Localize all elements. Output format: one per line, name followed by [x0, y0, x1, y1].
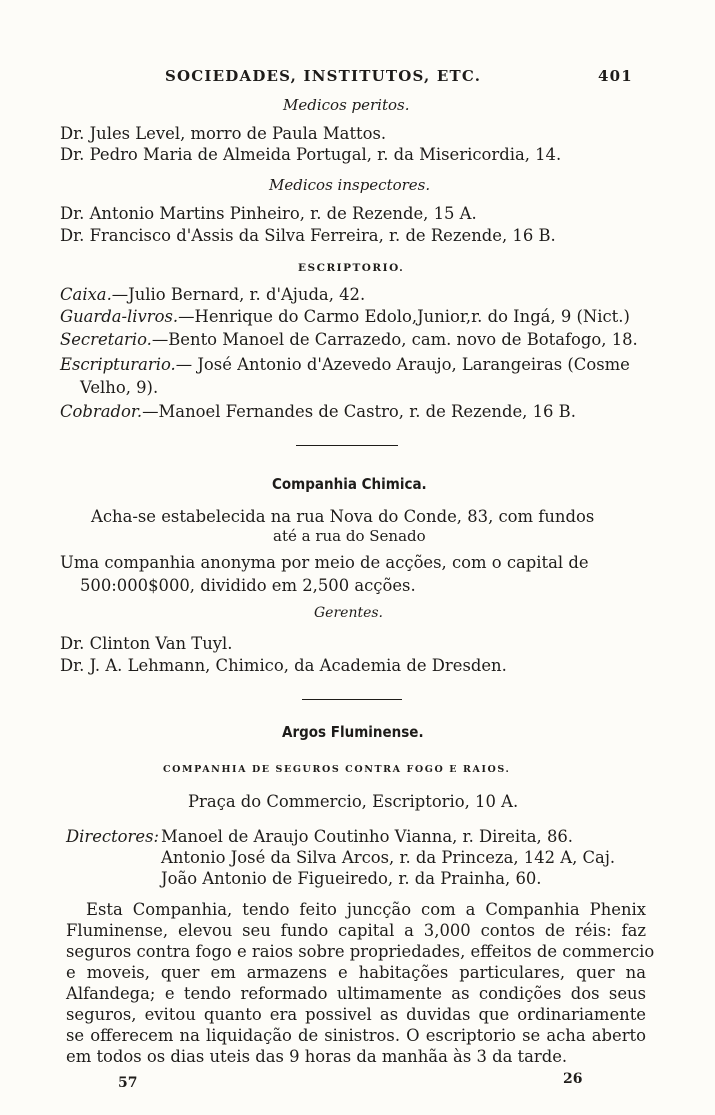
- page-number: 401: [598, 67, 633, 85]
- argos-paragraph-line: seguros contra fogo e raios sobre propriedades, effeitos de commercio: [66, 942, 655, 961]
- staff-role: Secretario.: [60, 330, 152, 349]
- chimica-capital-line: 500:000$000, dividido em 2,500 acções.: [80, 576, 416, 595]
- footer-right-number: 26: [563, 1071, 583, 1087]
- inspector-line: Dr. Francisco d'Assis da Silva Ferreira, r. de Rezende, 16 B.: [60, 226, 556, 245]
- staff-entry: [60, 402, 576, 422]
- argos-paragraph-line: Alfandega; e tendo reformado ultimamente as condições dos seus: [66, 984, 646, 1003]
- gerente-line: Dr. J. A. Lehmann, Chimico, da Academia de Dresden.: [60, 656, 507, 675]
- argos-paragraph-line: se offerecem na liquidação de sinistros. O escriptorio se acha aberto: [66, 1026, 646, 1045]
- argos-paragraph-line: em todos os dias uteis das 9 horas da manhãa às 3 da tarde.: [66, 1047, 568, 1066]
- director-line: João Antonio de Figueiredo, r. da Prainha, 60.: [161, 869, 542, 888]
- director-line: Antonio José da Silva Arcos, r. da Princeza, 142 A, Caj.: [161, 848, 616, 867]
- staff-entry: [60, 330, 638, 350]
- staff-entry-continuation: Velho, 9).: [80, 378, 159, 397]
- gerente-line: Dr. Clinton Van Tuyl.: [60, 634, 233, 653]
- argos-paragraph-line: seguros, evitou quanto era possivel as duvidas que ordinariamente: [66, 1005, 646, 1024]
- chimica-address-line: até a rua do Senado: [273, 527, 426, 545]
- staff-text: —Julio Bernard, r. d'Ajuda, 42.: [111, 285, 366, 304]
- staff-role: Escripturario.: [60, 355, 176, 374]
- company-title-argos: Argos Fluminense.: [282, 723, 424, 741]
- argos-paragraph-line: Esta Companhia, tendo feito juncção com a Companhia Phenix: [86, 900, 646, 919]
- staff-text: — José Antonio d'Azevedo Araujo, Larangeiras (Cosme: [175, 355, 630, 374]
- section-heading-inspectores: Medicos inspectores.: [269, 176, 431, 194]
- staff-entry: [60, 285, 365, 305]
- gerentes-heading: Gerentes.: [314, 605, 384, 621]
- inspector-line: Dr. Antonio Martins Pinheiro, r. de Rezende, 15 A.: [60, 204, 477, 223]
- section-divider: [302, 699, 402, 700]
- directores-label: Directores:: [66, 827, 160, 846]
- director-line: Manoel de Araujo Coutinho Vianna, r. Direita, 86.: [161, 827, 574, 846]
- staff-role: Guarda-livros.: [60, 307, 179, 326]
- staff-text: —Henrique do Carmo Edolo,Junior,r. do Ingá, 9 (Nict.): [178, 307, 630, 326]
- running-title: SOCIEDADES, INSTITUTOS, ETC.: [165, 67, 482, 85]
- section-heading-peritos: Medicos peritos.: [283, 96, 410, 114]
- footer-left-number: 57: [118, 1075, 138, 1091]
- argos-paragraph-line: Fluminense, elevou seu fundo capital a 3,000 contos de réis: faz: [66, 921, 646, 940]
- section-divider: [296, 445, 398, 446]
- chimica-capital-line: Uma companhia anonyma por meio de acções, com o capital de: [60, 553, 589, 572]
- staff-text: —Bento Manoel de Carrazedo, cam. novo de Botafogo, 18.: [151, 330, 638, 349]
- section-heading-escriptorio: ESCRIPTORIO.: [298, 262, 405, 274]
- chimica-address-line: Acha-se estabelecida na rua Nova do Conde, 83, com fundos: [91, 507, 595, 526]
- perito-line: Dr. Jules Level, morro de Paula Mattos.: [60, 124, 387, 143]
- argos-office: Praça do Commercio, Escriptorio, 10 A.: [188, 792, 519, 811]
- argos-subtitle: COMPANHIA DE SEGUROS CONTRA FOGO E RAIOS.: [163, 764, 511, 775]
- perito-line: Dr. Pedro Maria de Almeida Portugal, r. da Misericordia, 14.: [60, 145, 562, 164]
- company-title-chimica: Companhia Chimica.: [272, 475, 427, 493]
- staff-role: Caixa.: [60, 285, 112, 304]
- staff-entry: [60, 355, 630, 375]
- argos-paragraph-line: e moveis, quer em armazens e habitações particulares, quer na: [66, 963, 646, 982]
- staff-text: —Manoel Fernandes de Castro, r. de Rezende, 16 B.: [142, 402, 576, 421]
- staff-role: Cobrador.: [60, 402, 143, 421]
- staff-entry: [60, 307, 630, 327]
